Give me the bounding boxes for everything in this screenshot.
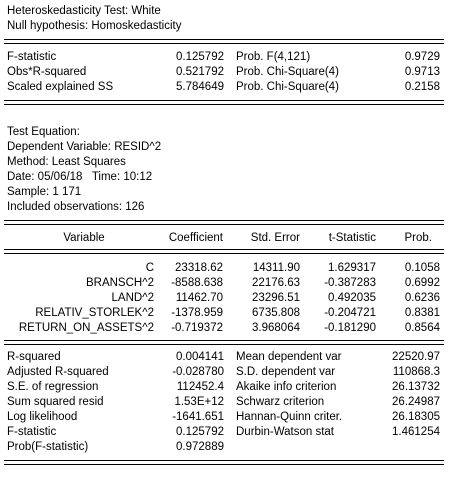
sample-range: Sample: 1 171 [7,186,82,198]
estimation-date: Date: 05/06/18 Time: 10:12 [7,171,153,183]
stat-value: 1.461254 [392,426,440,438]
stat-value: 0.125792 [176,426,224,438]
t-statistic-value: -0.181290 [324,322,376,334]
std-error-value: 22176.63 [252,277,300,289]
t-statistic-value: -0.387283 [324,277,376,289]
test-label: F-statistic [7,51,57,63]
test-prob-label: Prob. Chi-Square(4) [236,81,339,93]
column-header: t-Statistic [328,232,376,244]
stat-label: Mean dependent var [236,351,342,363]
stat-label: Sum squared resid [7,396,104,408]
divider [4,100,444,105]
divider [4,249,444,254]
stat-label: Log likelihood [7,411,78,423]
null-hypothesis: Null hypothesis: Homoskedasticity [7,20,182,32]
equation-heading: Test Equation: [7,126,80,138]
stat-label: R-squared [7,351,61,363]
variable-name: RETURN_ON_ASSETS^2 [18,322,154,334]
stat-label: Hannan-Quinn criter. [236,411,343,423]
test-prob: 0.2158 [404,81,440,93]
stat-label: Akaike info criterion [236,381,337,393]
test-value: 0.125792 [176,51,224,63]
test-label: Obs*R-squared [7,66,87,78]
stat-label: S.D. dependent var [236,366,336,378]
divider [4,460,444,465]
divider [4,340,444,345]
stat-value: 112452.4 [176,381,224,393]
stat-value: 26.18305 [392,411,440,423]
stat-value: 26.24987 [392,396,440,408]
test-prob: 0.9729 [404,51,440,63]
test-value: 0.521792 [176,66,224,78]
stat-value: -0.028780 [172,366,224,378]
column-header: Coefficient [168,232,223,244]
variable-name: C [145,262,154,274]
column-header: Prob. [404,232,432,244]
test-prob: 0.9713 [404,66,440,78]
divider [4,220,444,225]
coefficient-value: -1378.959 [171,307,223,319]
std-error-value: 14311.90 [252,262,300,274]
stat-label: Prob(F-statistic) [7,441,89,453]
stat-label: Adjusted R-squared [7,366,109,378]
prob-value: 0.6992 [404,277,440,289]
stat-label: F-statistic [7,426,57,438]
stat-value: 26.13732 [392,381,440,393]
stat-value: 110868.3 [392,366,440,378]
variable-name: LAND^2 [111,292,154,304]
t-statistic-value: 1.629317 [328,262,376,274]
stat-value: 0.972889 [176,441,224,453]
t-statistic-value: 0.492035 [328,292,376,304]
divider [4,39,444,44]
variable-name: BRANSCH^2 [85,277,154,289]
test-prob-label: Prob. Chi-Square(4) [236,66,339,78]
coefficient-value: -0.719372 [171,322,223,334]
stat-value: 22520.97 [392,351,440,363]
coefficient-value: -8588.638 [171,277,223,289]
stat-label: S.E. of regression [7,381,99,393]
included-observations: Included observations: 126 [7,201,145,213]
t-statistic-value: -0.204721 [324,307,376,319]
dependent-variable: Dependent Variable: RESID^2 [7,141,162,153]
prob-value: 0.8564 [404,322,440,334]
column-header: Std. Error [250,232,300,244]
prob-value: 0.8381 [404,307,440,319]
stat-value: 0.004141 [176,351,224,363]
stat-label: Durbin-Watson stat [236,426,334,438]
test-label: Scaled explained SS [7,81,114,93]
prob-value: 0.1058 [404,262,440,274]
std-error-value: 3.968064 [252,322,300,334]
std-error-value: 6735.808 [252,307,300,319]
coefficient-value: 11462.70 [175,292,223,304]
variable-name: RELATIV_STORLEK^2 [35,307,154,319]
prob-value: 0.6236 [404,292,440,304]
stat-value: -1641.651 [172,411,224,423]
test-value: 5.784649 [176,81,224,93]
std-error-value: 23296.51 [252,292,300,304]
stat-label: Schwarz criterion [236,396,325,408]
column-header: Variable [63,232,105,244]
test-title: Heteroskedasticity Test: White [7,5,161,17]
test-prob-label: Prob. F(4,121) [236,51,311,63]
coefficient-value: 23318.62 [175,262,223,274]
estimation-method: Method: Least Squares [7,156,126,168]
stat-value: 1.53E+12 [174,396,224,408]
